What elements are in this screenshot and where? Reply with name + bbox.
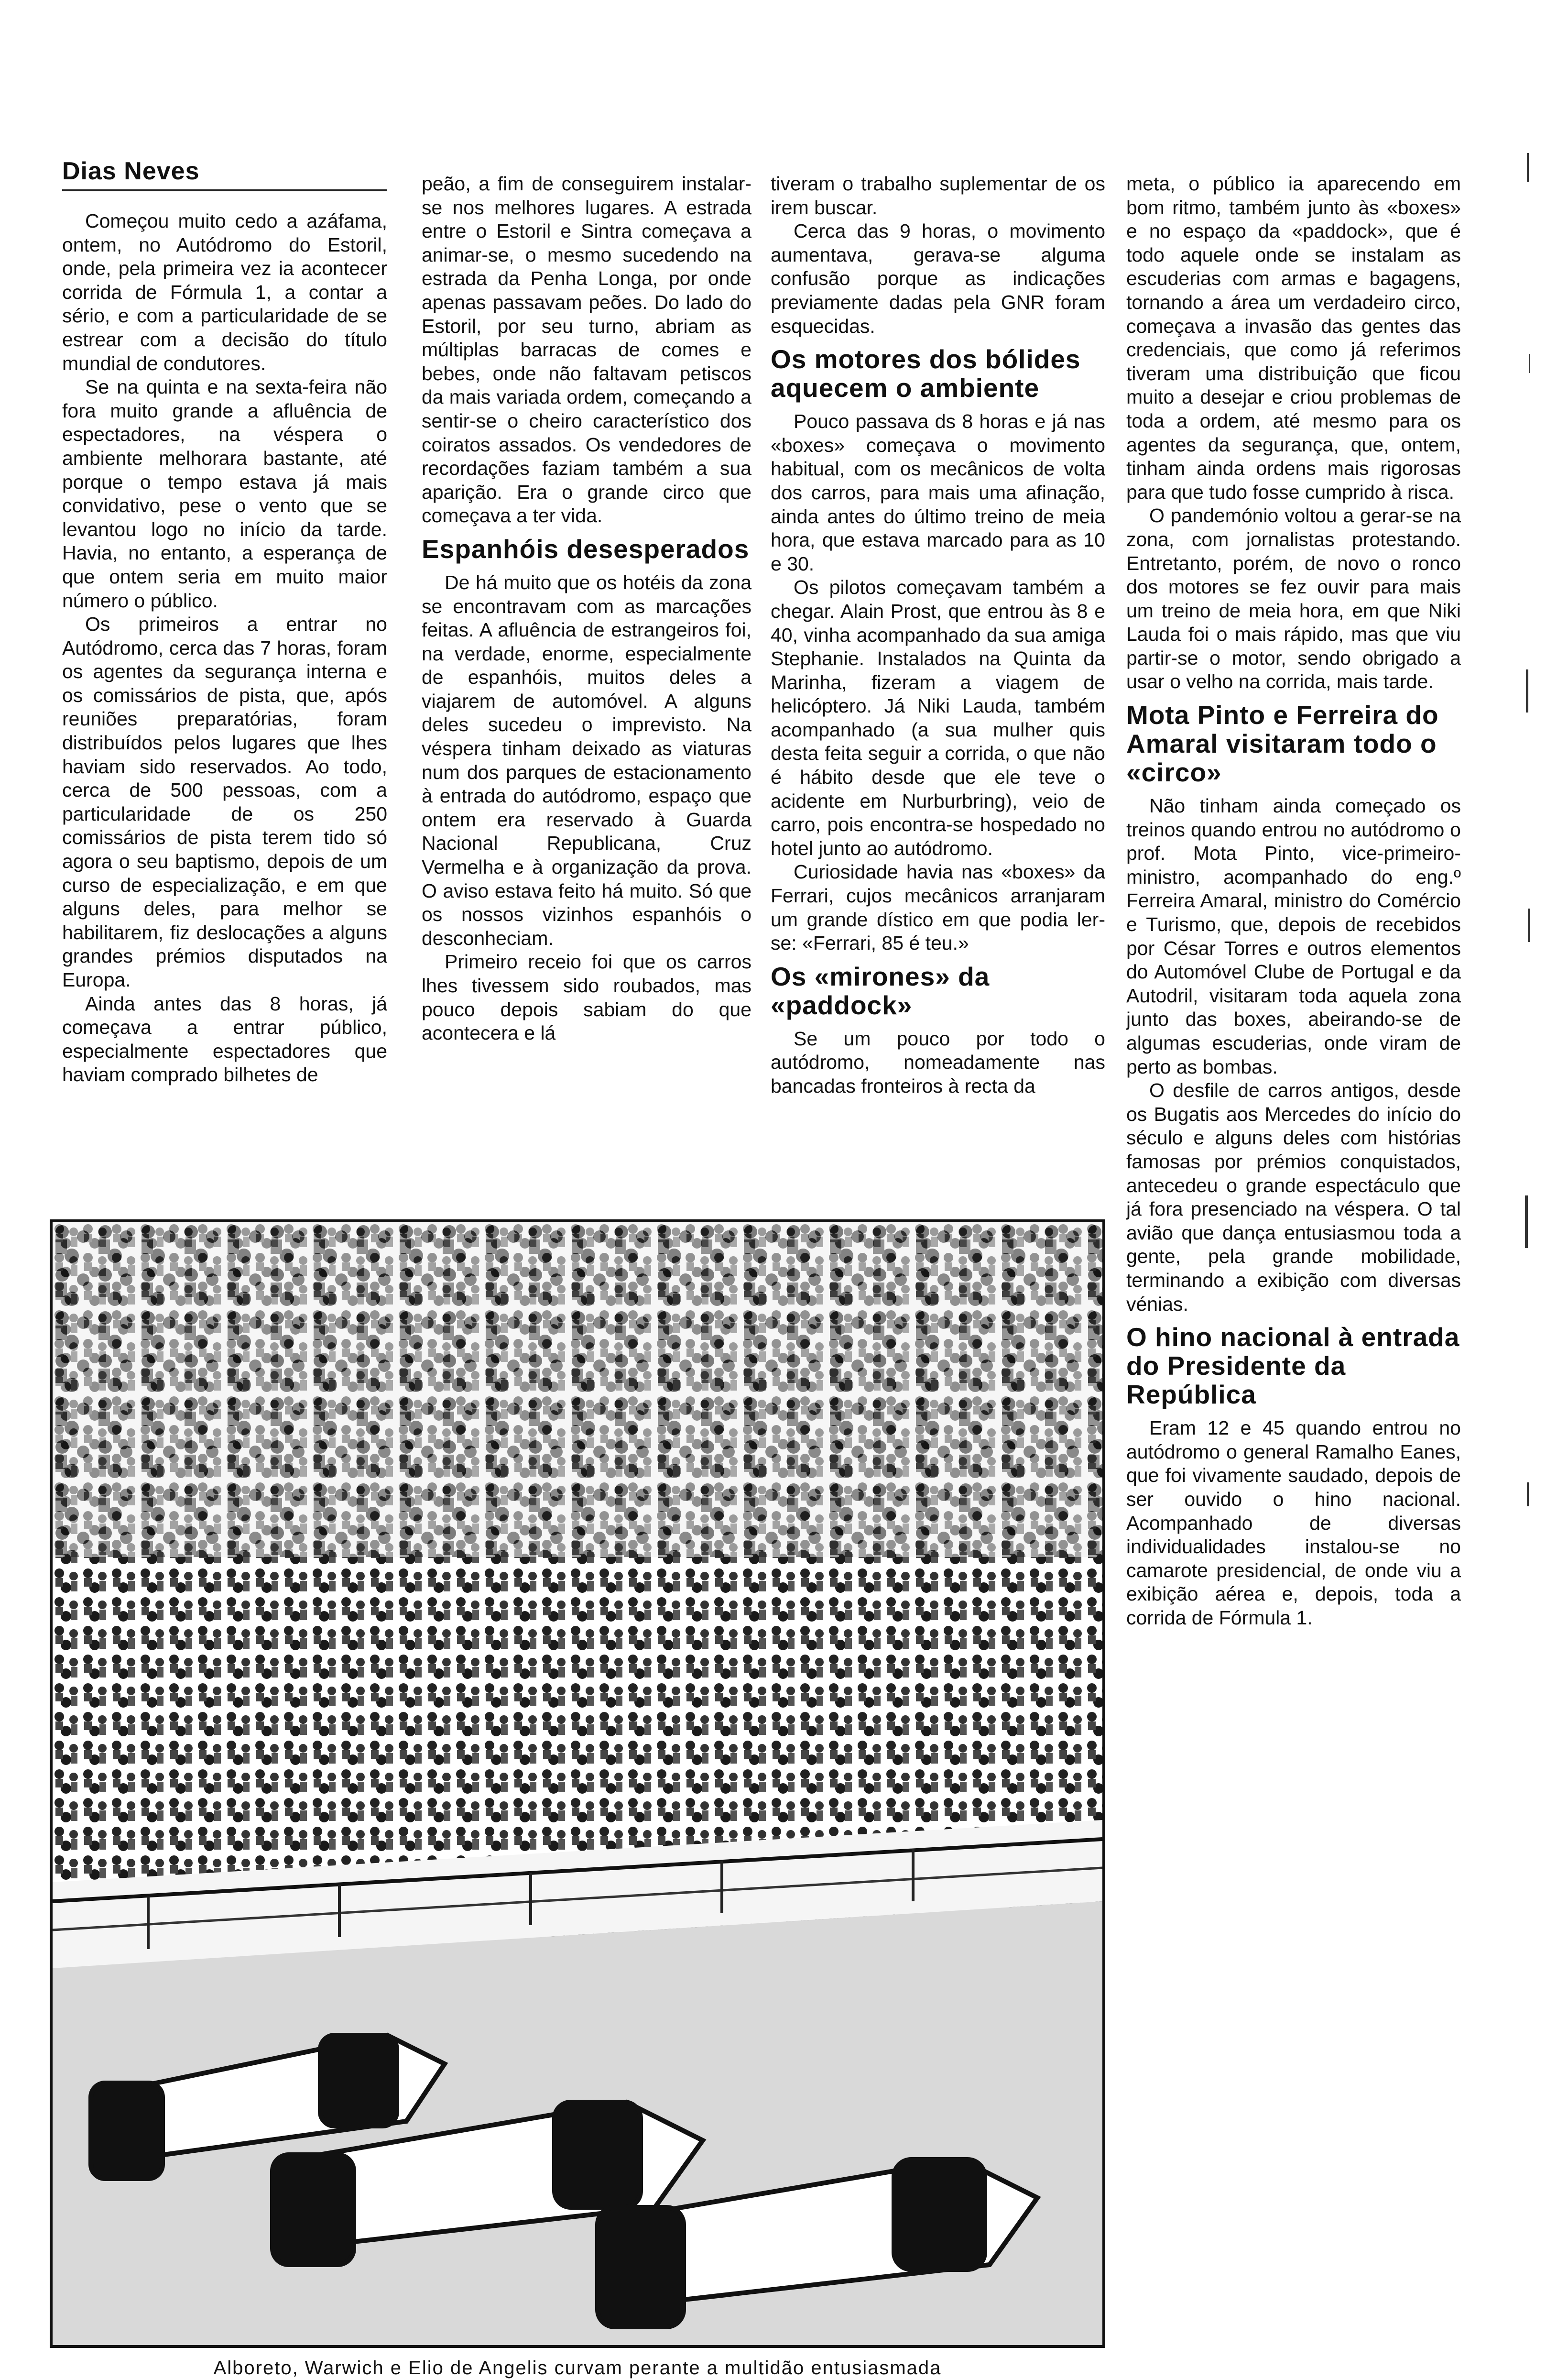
paragraph: meta, o público ia aparecendo em bom ritmo, também junto às «boxes» e no espaço da «paddock», que é todo aquele onde se instalam as escuderias com armas e bagagens, tornando a área um verdadeiro circo, começava a invasão das gentes das credenciais, que como já referimos tiveram uma distribuição que ficou muito a desejar e criou problemas de toda a ordem, até mesmo para os agentes da segurança, que, ontem, tinham ainda ordens mais rigorosas para que tudo fosse cumprido à risca. bbox=[1126, 173, 1461, 503]
scan-edge-marks bbox=[1520, 96, 1539, 2104]
paragraph: Não tinham ainda começado os treinos quando entrou no autódromo o prof. Mota Pinto, vice-primeiro-ministro, acompanhado do eng.º Ferreira Amaral, ministro do Comércio e Turismo, que, depois de recebidos por César Torres e outros elementos do Automóvel Clube de Portugal e da Autodril, visitaram toda aquela zona junto das boxes, abeirando-se de algumas escuderias, onde viram de perto as bombas. bbox=[1126, 795, 1461, 1078]
paragraph: Ainda antes das 8 horas, já começava a entrar público, especialmente espectadores que haviam comprado bilhetes de bbox=[62, 992, 387, 1086]
photo-frame bbox=[50, 1219, 1105, 2348]
column-3 bbox=[771, 172, 1105, 1098]
paragraph: Curiosidade havia nas «boxes» da Ferrari, cujos mecânicos arranjaram um grande dístico em que podia ler-se: «Ferrari, 85 é teu.» bbox=[771, 861, 1105, 954]
paragraph: De há muito que os hotéis da zona se encontravam com as marcações feitas. A afluência de estrangeiros foi, na verdade, enorme, especialmente de espanhóis, muitos deles a viajarem de automóvel. A alguns deles sucedeu o imprevisto. Na véspera tinham deixado as viaturas num dos parques de estacionamento à entrada do autódromo, espaço que ontem era reservado à Guarda Nacional Republicana, Cruz Vermelha e à organização da prova. O aviso estava feito há muito. Só que os nossos vizinhos espanhóis o desconheciam. bbox=[422, 571, 751, 949]
paragraph: Cerca das 9 horas, o movimento aumentava, gerava-se alguma confusão porque as indicações previamente dadas pela GNR foram esquecidas. bbox=[771, 220, 1105, 337]
paragraph: Os pilotos começavam também a chegar. Alain Prost, que entrou às 8 e 40, vinha acompanhado da sua amiga Stephanie. Instalados na Quinta da Marinha, fizeram a viagem de helicóptero. Já Niki Lauda, também acompanhado (a sua mulher quis desta feita seguir a corrida, o que não é hábito desde que ele teve o acidente em Nurburbring), veio de carro, pois encontra-se hospedado no hotel junto ao autódromo. bbox=[771, 576, 1105, 859]
byline: Dias Neves bbox=[62, 157, 387, 191]
paragraph: Se um pouco por todo o autódromo, nomeadamente nas bancadas fronteiros à recta da bbox=[771, 1027, 1105, 1097]
paragraph: Eram 12 e 45 quando entrou no autódromo o general Ramalho Eanes, que foi vivamente saudado, depois de ser ouvido o hino nacional. Acompanhado de diversas individualidades instalou-se no camarote presidencial, de onde viu a exibição aérea e, depois, toda a corrida de Fórmula 1. bbox=[1126, 1417, 1461, 1629]
paragraph: Se na quinta e na sexta-feira não fora muito grande a afluência de espectadores, na véspera o ambiente melhorara bastante, até porque o tempo estava já mais convidativo, pese o vento que se levantou logo no início da tarde. Havia, no entanto, a esperança de que ontem seria em muito maior número o público. bbox=[62, 376, 387, 612]
photo-caption: Alboreto, Warwich e Elio de Angelis curvam perante a multidão entusiasmada bbox=[213, 2357, 942, 2379]
column-2 bbox=[422, 172, 751, 1045]
crowd-and-cars-illustration bbox=[53, 1222, 1102, 2345]
column-4 bbox=[1126, 172, 1461, 1630]
paragraph: peão, a fim de conseguirem instalar-se nos melhores lugares. A estrada entre o Estoril e Sintra começava a animar-se, o mesmo sucedendo na estrada da Penha Longa, por onde apenas passavam peões. Do lado do Estoril, por seu turno, abriam as múltiplas barracas de comes e bebes, onde não faltavam petiscos da mais variada ordem, começando a sentir-se o cheiro característico dos coiratos assados. Os vendedores de recordações faziam também a sua aparição. Era o grande circo que começava a ter vida. bbox=[422, 173, 751, 527]
subheading-hino: O hino nacional à entrada do Presidente da República bbox=[1126, 1322, 1460, 1410]
paragraph: Primeiro receio foi que os carros lhes tivessem sido roubados, mas pouco depois sabiam do que acontecera e lá bbox=[422, 951, 751, 1044]
paragraph: Pouco passava ds 8 horas e já nas «boxes» começava o movimento habitual, com os mecânicos de volta dos carros, para mais uma afinação, ainda antes do último treino de meia hora, que estava marcado para as 10 e 30. bbox=[771, 410, 1105, 575]
paragraph: Os primeiros a entrar no Autódromo, cerca das 7 horas, foram os agentes da segurança interna e os comissários de pista, que, após reuniões preparatórias, foram distribuídos pelos lugares que lhes haviam sido reservados. Ao todo, cerca de 500 pessoas, com a particularidade de os 250 comissários de pista terem tido só agora o seu baptismo, depois de um curso de especialização, e em que alguns deles, para melhor se habilitarem, fiz deslocações a alguns grandes prémios disputados na Europa. bbox=[62, 613, 387, 991]
subheading-espanhois: Espanhóis desesperados bbox=[422, 534, 750, 564]
paragraph: Começou muito cedo a azáfama, ontem, no Autódromo do Estoril, onde, pela primeira vez ia acontecer corrida de Fórmula 1, a contar a sério, e com a particularidade de se estrear com a decisão do título mundial de condutores. bbox=[62, 210, 387, 374]
paragraph: tiveram o trabalho suplementar de os irem buscar. bbox=[771, 173, 1105, 219]
race-photo bbox=[50, 1219, 1105, 2348]
subheading-motores: Os motores dos bólides aquecem o ambiente bbox=[771, 344, 1081, 403]
subheading-mota-pinto: Mota Pinto e Ferreira do Amaral visitaram todo o «circo» bbox=[1126, 700, 1439, 788]
paragraph: O pandemónio voltou a gerar-se na zona, com jornalistas protestando. Entretanto, porém, de novo o ronco dos motores se fez ouvir para mais um treino de meia hora, em que Niki Lauda foi o mais rápido, mas que viu partir-se o motor, sendo obrigado a usar o velho na corrida, mais tarde. bbox=[1126, 504, 1461, 693]
paragraph: O desfile de carros antigos, desde os Bugatis aos Mercedes do início do século e alguns deles com histórias famosas por prémios conquistados, antecedeu o grande espectáculo que já fora presenciado na véspera. O tal avião que dança entusiasmou toda a gente, pela grande mobilidade, terminando a exibição com diversas vénias. bbox=[1126, 1079, 1461, 1315]
column-1 bbox=[62, 209, 387, 1087]
subheading-mirones: Os «mirones» da «paddock» bbox=[771, 961, 990, 1020]
